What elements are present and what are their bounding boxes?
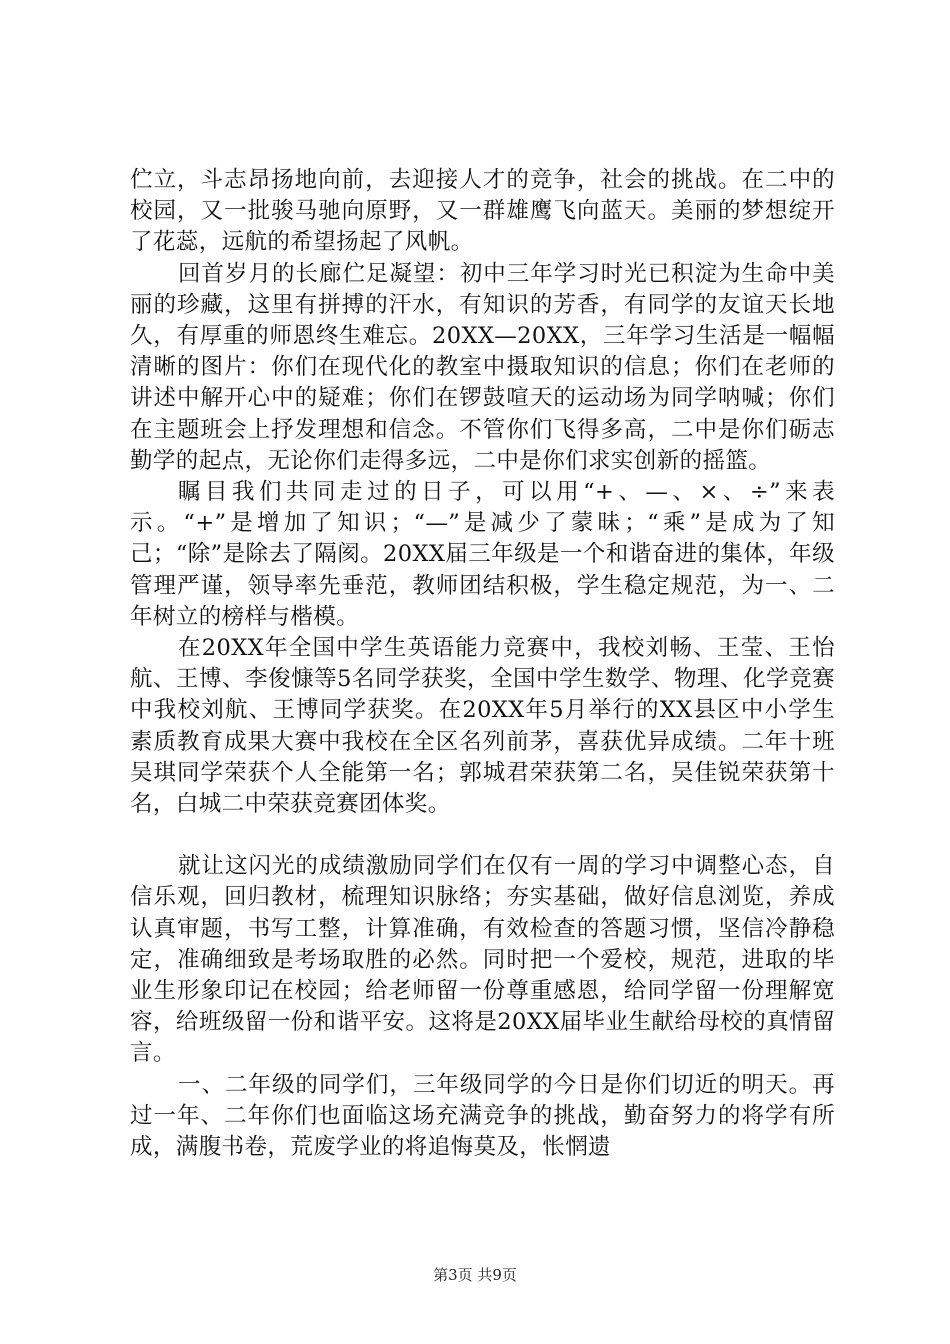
paragraph-6: 一、二年级的同学们，三年级同学的今日是你们切近的明天。再过一年、二年你们也面临这场充满竞争的挑战，勤奋努力的将学有所成，满腹书卷，荒废学业的将追悔莫及，怅惘遗 [130, 1071, 835, 1161]
paragraph-2: 回首岁月的长廊伫足凝望：初中三年学习时光已积淀为生命中美丽的珍藏，这里有拼搏的汗水，有知识的芳香，有同学的友谊天长地久，有厚重的师恩终生难忘。20XX—20XX，三年学习生活是一幅幅清晰的图片：你们在现代化的教室中摄取知识的信息；你们在老师的讲述中解开心中的疑难；你们在锣鼓喧天的运动场为同学呐喊；你们在主题班会上抒发理想和信念。不管你们飞得多高，二中是你们砺志勤学的起点，无论你们走得多远，二中是你们求实创新的摇篮。 [130, 260, 835, 474]
paragraph-gap [130, 820, 835, 851]
paragraph-4: 在20XX年全国中学生英语能力竞赛中，我校刘畅、王莹、王怡航、王博、李俊慷等5名同学获奖，全国中学生数学、物理、化学竞赛中我校刘航、王博同学获奖。在20XX年5月举行的XX县区中小学生素质教育成果大赛中我校在全区名列前茅，喜获优异成绩。二年十班吴琪同学荣获个人全能第一名；郭城君荣获第二名，吴佳锐荣获第十名，白城二中荣获竞赛团体奖。 [130, 635, 835, 818]
document-body [130, 165, 835, 1163]
paragraph-1: 伫立，斗志昂扬地向前，去迎接人才的竞争，社会的挑战。在二中的校园，又一批骏马驰向原野，又一群雄鹰飞向蓝天。美丽的梦想绽开了花蕊，远航的希望扬起了风帆。 [130, 167, 835, 256]
page-footer: 第3页 共9页 [433, 1266, 517, 1284]
paragraph-3: 瞩目我们共同走过的日子，可以用“+、—、×、÷”来表示。“+”是增加了知识；“—”是减少了蒙昧；“乘”是成为了知己；“除”是除去了隔阂。20XX届三年级是一个和谐奋进的集体，年级管理严谨，领导率先垂范，教师团结积极，学生稳定规范，为一、二年树立的榜样与楷模。 [130, 479, 835, 630]
paragraph-5: 就让这闪光的成绩激励同学们在仅有一周的学习中调整心态，自信乐观，回归教材，梳理知识脉络；夯实基础，做好信息浏览，养成认真审题，书写工整，计算准确，有效检查的答题习惯，坚信冷静稳定，准确细致是考场取胜的必然。同时把一个爱校，规范，进取的毕业生形象印记在校园；给老师留一份尊重感恩，给同学留一份理解宽容，给班级留一份和谐平安。这将是20XX届毕业生献给母校的真情留言。 [130, 853, 835, 1067]
